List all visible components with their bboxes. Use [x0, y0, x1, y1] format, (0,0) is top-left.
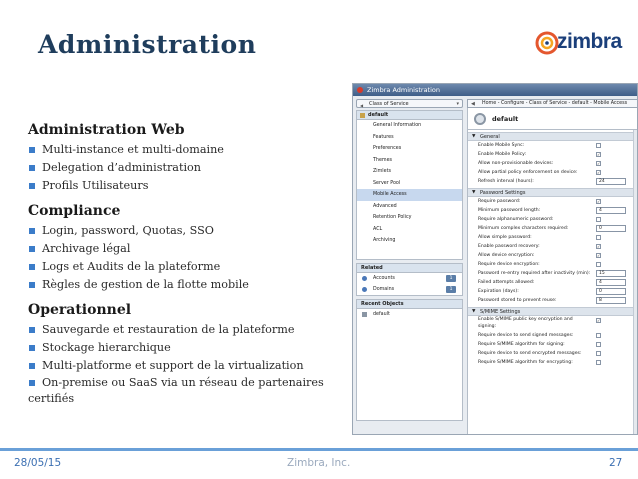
back-arrow-icon[interactable]: ◀	[360, 103, 364, 108]
bullet-item: On-premise ou SaaS via un réseau de partenaires certifiés	[28, 376, 324, 405]
tree-item[interactable]: Archiving	[373, 238, 396, 243]
field-label: Require S/MIME algorithm for signing:	[478, 342, 565, 347]
window-titlebar: Zimbra Administration	[353, 84, 637, 96]
section-heading: Operationnel	[28, 302, 132, 318]
tree-item[interactable]: Themes	[373, 157, 393, 163]
form-section-header[interactable]: ▼ S/MIME Settings	[468, 307, 638, 316]
number-input[interactable]: 0	[596, 225, 626, 232]
square-bullet-icon	[29, 183, 35, 189]
form-field-row	[468, 233, 638, 242]
back-arrow-icon[interactable]: ◀	[471, 101, 475, 107]
bullet-item: Multi-instance et multi-domaine	[28, 141, 348, 159]
form-field-row	[468, 159, 638, 168]
form-field-row	[468, 278, 638, 287]
checkbox[interactable]	[596, 235, 601, 240]
content-pane	[467, 99, 638, 435]
zimbra-admin-screenshot	[352, 83, 638, 435]
checkbox[interactable]	[596, 351, 601, 356]
bullet-content	[28, 122, 348, 407]
chevron-down-icon: ▾	[456, 101, 459, 107]
field-label: Expiration (days):	[478, 289, 519, 294]
field-label: Require device to send encrypted messages:	[478, 351, 582, 356]
checkbox[interactable]: ✓	[597, 318, 601, 323]
class-of-service-dropdown[interactable]: ◀ Class of Service ▾	[356, 99, 463, 108]
field-label: Enable S/MIME public key encryption and signing:	[478, 317, 573, 329]
square-bullet-icon	[29, 147, 35, 153]
gear-icon	[474, 113, 486, 125]
account-icon	[362, 276, 367, 281]
form-field-row	[468, 251, 638, 260]
count-badge: 1	[446, 286, 456, 293]
form-field-row	[468, 331, 638, 340]
field-label: Allow device encryption:	[478, 253, 535, 258]
recent-objects-panel	[356, 299, 463, 421]
field-label: Allow non-provisionable devices:	[478, 161, 554, 166]
checkbox[interactable]: ✓	[597, 199, 601, 204]
cos-tree	[356, 110, 463, 260]
form-field-row	[468, 141, 638, 150]
object-title: default	[492, 115, 519, 123]
field-label: Require S/MIME algorithm for encrypting:	[478, 360, 573, 365]
field-label: Require device encryption:	[478, 262, 540, 267]
checkbox[interactable]: ✓	[597, 161, 601, 166]
square-bullet-icon	[29, 246, 35, 252]
footer-company: Zimbra, Inc.	[287, 457, 351, 469]
tree-header[interactable]: default	[357, 111, 462, 120]
breadcrumb: ◀ Home - Configure - Class of Service - default - Mobile Access	[467, 99, 638, 108]
number-input[interactable]: 4	[596, 207, 626, 214]
field-label: Failed attempts allowed:	[478, 280, 535, 285]
slide-title: Administration	[38, 30, 257, 59]
related-header: Related	[357, 264, 462, 273]
cos-icon	[362, 312, 367, 317]
object-header	[467, 108, 638, 130]
checkbox[interactable]	[596, 342, 601, 347]
form-field-row	[468, 197, 638, 206]
number-input[interactable]: 4	[596, 279, 626, 286]
checkbox[interactable]: ✓	[597, 244, 601, 249]
tree-item[interactable]: Retention Policy	[373, 215, 412, 220]
checkbox[interactable]	[596, 262, 601, 267]
square-bullet-icon	[29, 165, 35, 171]
form-section-header[interactable]: ▼ General	[468, 132, 638, 141]
bullet-item: Multi-platforme et support de la virtualization	[28, 357, 348, 375]
checkbox[interactable]	[596, 360, 601, 365]
form-field-row	[468, 177, 638, 186]
form-field-row	[468, 269, 638, 278]
scrollbar[interactable]	[633, 130, 638, 434]
form-field-row	[468, 349, 638, 358]
bullet-item: Logs et Audits de la plateforme	[28, 258, 348, 276]
navigation-pane	[356, 99, 463, 435]
square-bullet-icon	[29, 327, 35, 333]
section-heading: Administration Web	[28, 122, 185, 138]
settings-form	[467, 130, 638, 435]
number-input[interactable]: 15	[596, 270, 626, 277]
field-label: Enable password recovery:	[478, 244, 540, 249]
zimbra-swirl-icon	[535, 31, 559, 55]
checkbox[interactable]: ✓	[597, 152, 601, 157]
related-item-accounts[interactable]: Accounts 1	[357, 273, 462, 284]
checkbox[interactable]	[596, 217, 601, 222]
field-label: Minimum complex characters required:	[478, 226, 569, 231]
field-label: Require password:	[478, 199, 521, 204]
field-label: Enable Mobile Sync:	[478, 143, 525, 148]
bullet-item: Archivage légal	[28, 240, 348, 258]
slide-footer	[0, 448, 638, 479]
recent-item[interactable]: default	[357, 309, 462, 320]
bullet-item: Delegation d’administration	[28, 159, 348, 177]
square-bullet-icon	[29, 345, 35, 351]
zimbra-app-icon	[357, 87, 363, 93]
square-bullet-icon	[29, 380, 35, 386]
field-label: Require alphanumeric password:	[478, 217, 554, 222]
section-heading: Compliance	[28, 203, 121, 219]
checkbox[interactable]: ✓	[597, 253, 601, 258]
tree-item[interactable]: ACL	[373, 226, 383, 232]
bullet-item: Profils Utilisateurs	[28, 177, 348, 195]
checkbox[interactable]	[596, 333, 601, 338]
tree-item[interactable]: Zimlets	[373, 169, 391, 174]
page-number: 27	[609, 457, 623, 469]
field-label: Password stored to prevent reuse:	[478, 298, 557, 303]
collapse-triangle-icon[interactable]: ▼	[472, 190, 476, 195]
form-field-row	[468, 296, 638, 305]
count-badge: 1	[446, 275, 456, 282]
form-field-row	[468, 215, 638, 224]
form-field-row	[468, 287, 638, 296]
field-label: Minimum password length:	[478, 208, 541, 213]
bullet-item: Stockage hierarchique	[28, 339, 348, 357]
tree-item[interactable]: Preferences	[373, 146, 402, 151]
domain-icon	[362, 287, 367, 292]
recent-objects-header: Recent Objects	[357, 300, 462, 309]
form-field-row	[468, 316, 638, 331]
collapse-triangle-icon[interactable]: ▼	[472, 309, 476, 314]
collapse-triangle-icon[interactable]: ▼	[472, 134, 476, 139]
checkbox[interactable]: ✓	[597, 170, 601, 175]
folder-icon	[360, 113, 365, 118]
field-label: Enable Mobile Policy:	[478, 152, 527, 157]
checkbox[interactable]	[596, 143, 601, 148]
form-field-row	[468, 150, 638, 159]
form-field-row	[468, 168, 638, 177]
field-label: Password re-entry required after inactivity (min):	[478, 271, 591, 276]
square-bullet-icon	[29, 228, 35, 234]
form-field-row	[468, 358, 638, 367]
field-label: Require device to send signed messages:	[478, 333, 574, 338]
number-input[interactable]: 8	[596, 297, 626, 304]
square-bullet-icon	[29, 264, 35, 270]
form-section-header[interactable]: ▼ Password Settings	[468, 188, 638, 197]
tree-item[interactable]: General Information	[373, 123, 422, 128]
square-bullet-icon	[29, 282, 35, 288]
number-input[interactable]: 0	[596, 288, 626, 295]
related-panel	[356, 263, 463, 296]
tree-item[interactable]: Mobile Access	[357, 189, 462, 201]
form-field-row	[468, 242, 638, 251]
number-input[interactable]: 24	[596, 178, 626, 185]
field-label: Refresh interval (hours):	[478, 179, 534, 184]
logo-wordmark: zimbra	[557, 30, 622, 53]
form-field-row	[468, 224, 638, 233]
field-label: Allow simple password:	[478, 235, 532, 240]
bullet-item: Login, password, Quotas, SSO	[28, 222, 348, 240]
tree-item[interactable]: Advanced	[373, 203, 397, 209]
zimbra-logo	[535, 28, 625, 56]
field-label: Allow partial policy enforcement on device:	[478, 170, 578, 175]
form-field-row	[468, 206, 638, 215]
footer-date: 28/05/15	[14, 457, 62, 469]
tree-item[interactable]: Server Pool	[373, 180, 401, 186]
tree-item[interactable]: Features	[373, 134, 394, 140]
form-field-row	[468, 260, 638, 269]
related-item-domains[interactable]: Domains 1	[357, 284, 462, 295]
bullet-item: Règles de gestion de la flotte mobile	[28, 276, 348, 294]
form-field-row	[468, 340, 638, 349]
square-bullet-icon	[29, 363, 35, 369]
bullet-item: Sauvegarde et restauration de la plateforme	[28, 321, 348, 339]
